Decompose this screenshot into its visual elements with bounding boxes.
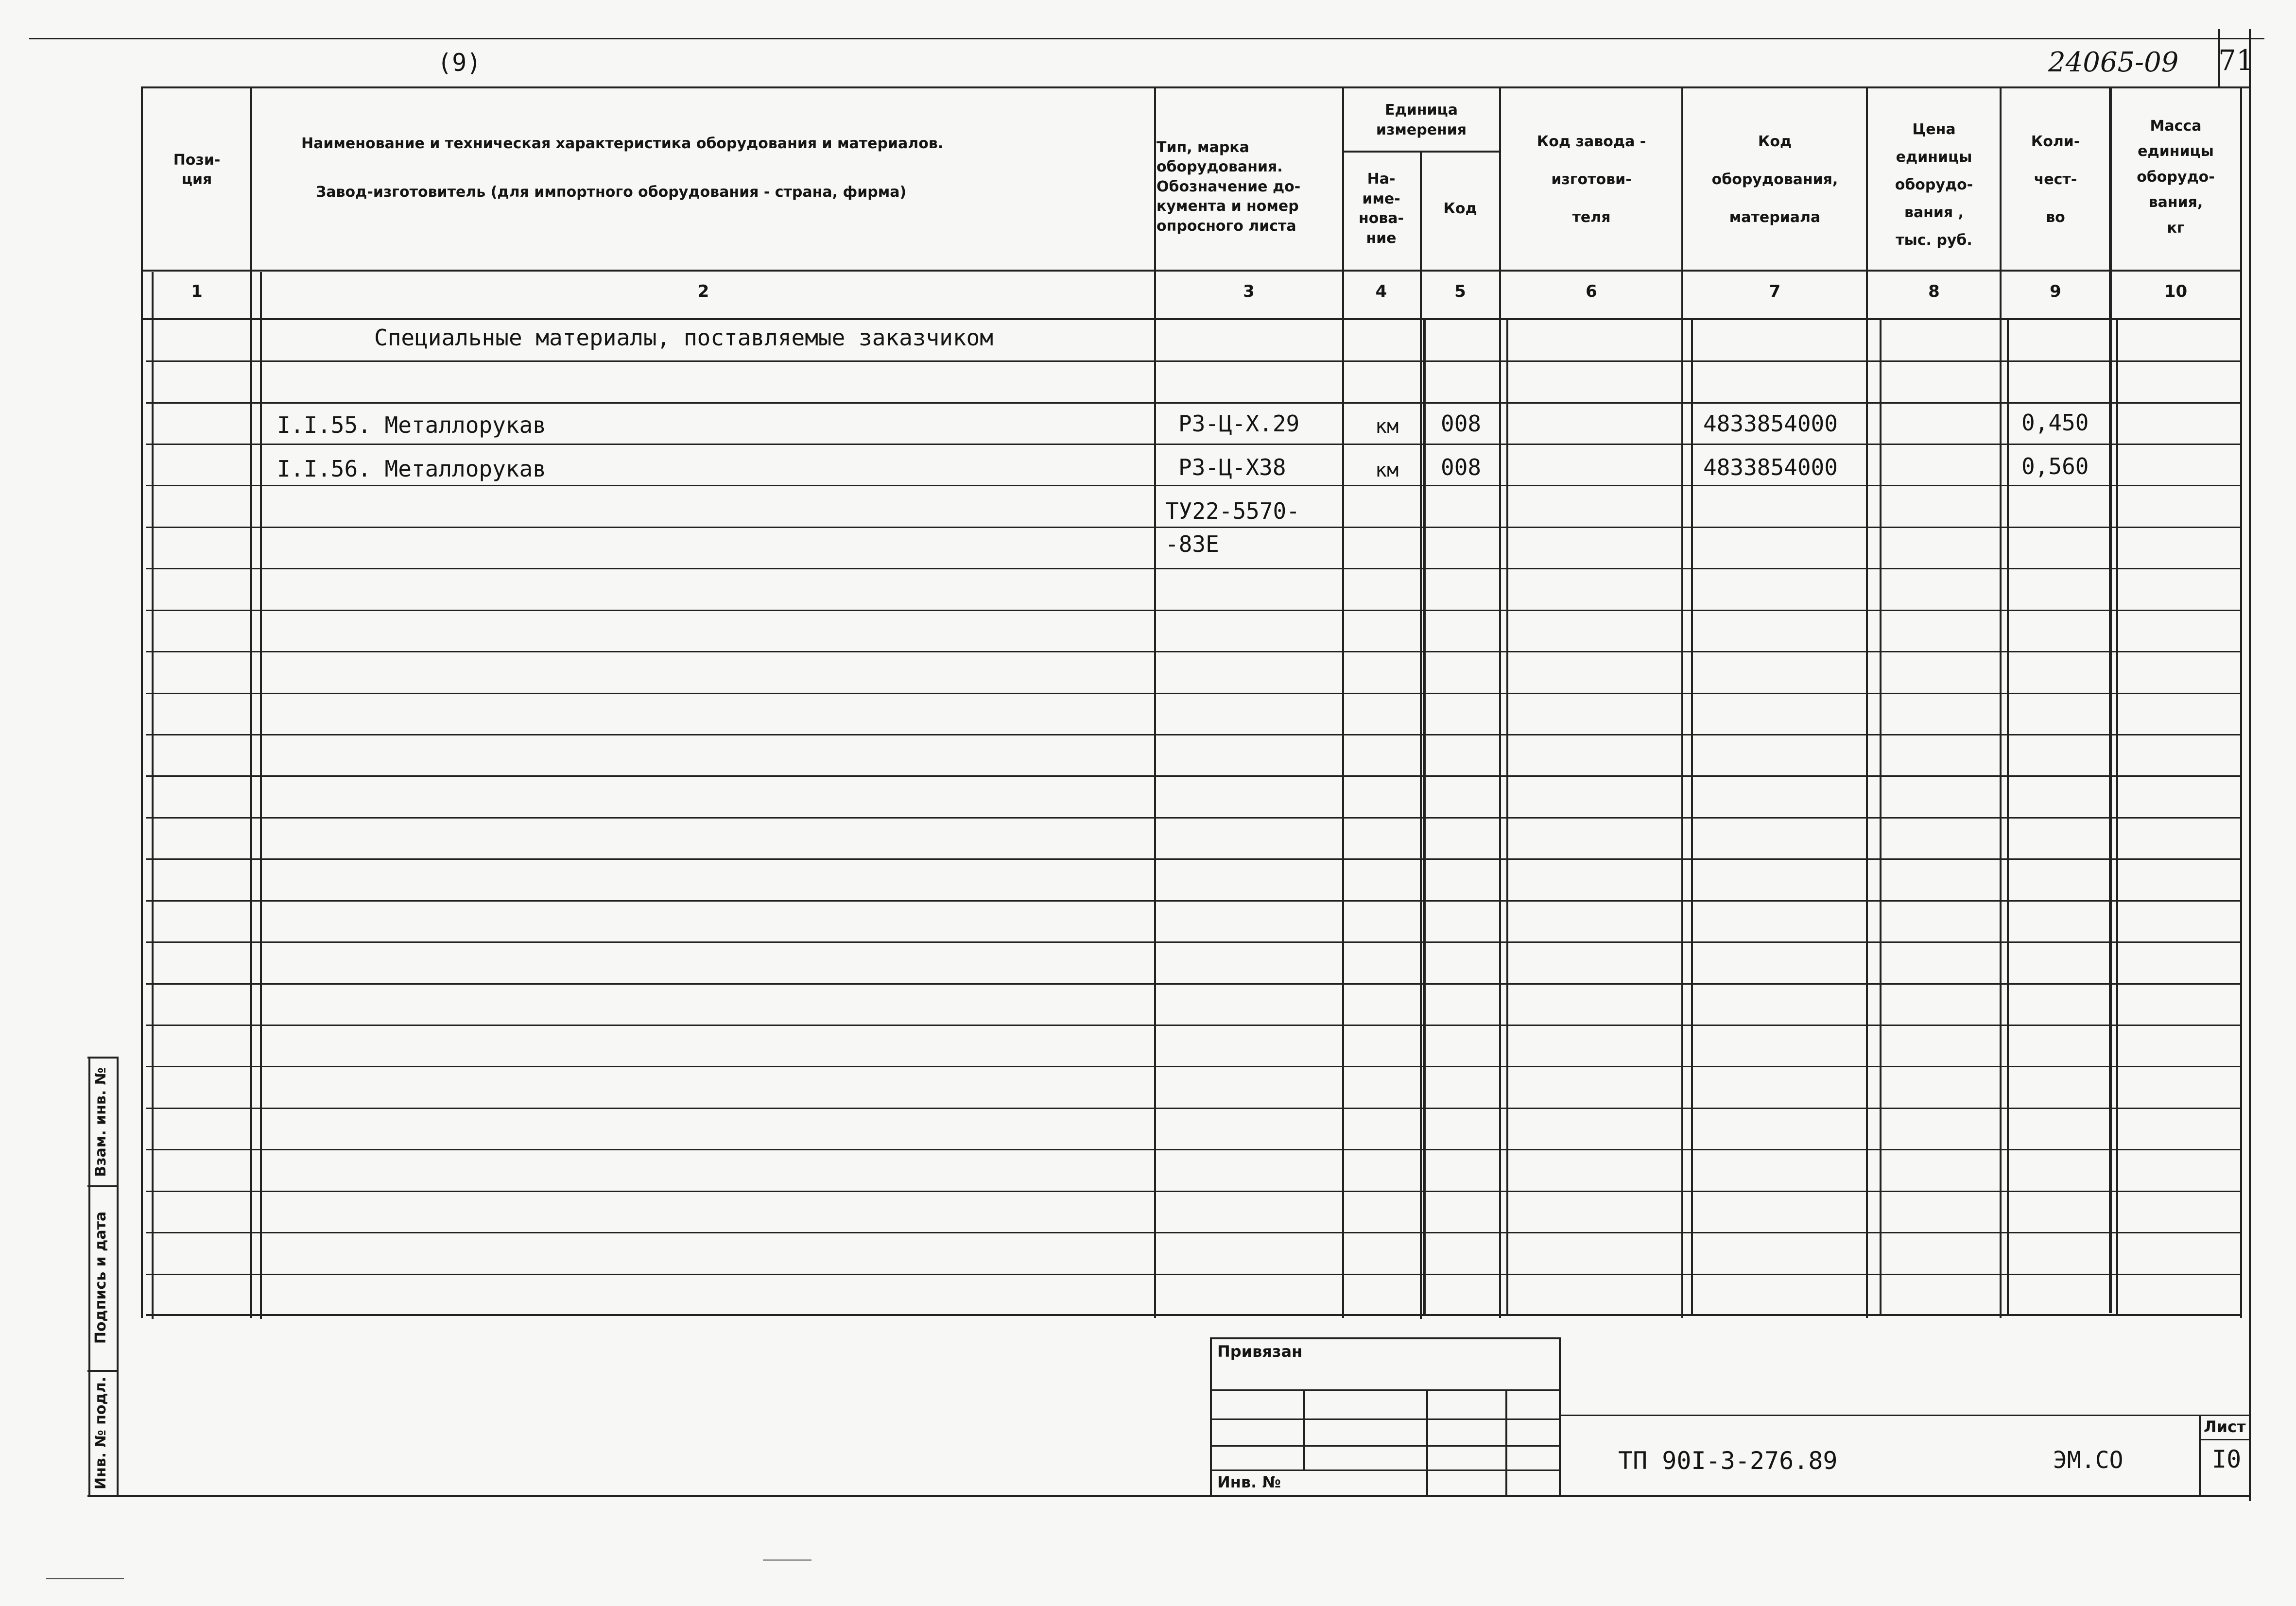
col-number: 6 bbox=[1586, 282, 1597, 301]
stamp-section-code: ЭМ.СО bbox=[2053, 1447, 2123, 1474]
col-number: 1 bbox=[191, 282, 203, 301]
header-type-mark: Тип, марка оборудования. Обозначение до- кумента и номер опросного листа bbox=[1157, 138, 1301, 235]
side-label-original-inv: Инв. № подл. bbox=[92, 1376, 109, 1490]
row-name: I.I.55. Металлорукав bbox=[277, 412, 546, 438]
stamp-inventory-label: Инв. № bbox=[1217, 1473, 1281, 1491]
header-price: Цена единицы оборудо- вания , тыс. руб. bbox=[1895, 120, 1973, 249]
document-code: 24065-09 bbox=[2048, 47, 2179, 78]
header-equipment-code: Код оборудования, материала bbox=[1711, 133, 1838, 226]
side-label-signature-date: Подпись и дата bbox=[92, 1211, 109, 1344]
sheet-top-number: (9) bbox=[437, 49, 482, 77]
row-unit: км bbox=[1375, 415, 1399, 438]
row-equipment-code: 4833854000 bbox=[1703, 454, 1838, 480]
row-equipment-code: 4833854000 bbox=[1703, 410, 1838, 437]
row-unit: км bbox=[1375, 459, 1399, 481]
stamp-sheet-label: Лист bbox=[2204, 1418, 2246, 1436]
header-unit: Единица измерения bbox=[1376, 102, 1467, 138]
section-title: Специальные материалы, поставляемые заказчиком bbox=[374, 325, 993, 351]
doc-reference-line2: -83Е bbox=[1165, 531, 1219, 557]
col-number: 5 bbox=[1454, 282, 1466, 301]
header-mass: Масса единицы оборудо- вания, кг bbox=[2137, 117, 2215, 237]
header-factory-code: Код завода - изготови- теля bbox=[1536, 133, 1646, 226]
col-number: 7 bbox=[1769, 282, 1781, 301]
col-number: 10 bbox=[2164, 282, 2188, 301]
col-number: 2 bbox=[697, 282, 709, 301]
header-name-line2: Завод-изготовитель (для импортного оборудования - страна, фирма) bbox=[316, 184, 907, 201]
row-type: РЗ-Ц-Х38 bbox=[1178, 454, 1286, 480]
row-code: 008 bbox=[1441, 454, 1482, 480]
header-unit-code: Код bbox=[1443, 200, 1477, 217]
row-code: 008 bbox=[1441, 410, 1482, 437]
doc-reference-line1: ТУ22-5570- bbox=[1165, 498, 1300, 524]
col-number: 4 bbox=[1375, 282, 1387, 301]
header-name-line1: Наименование и техническая характеристика оборудования и материалов. bbox=[301, 135, 944, 152]
stamp-linked-label: Привязан bbox=[1217, 1342, 1303, 1361]
col-number: 9 bbox=[2050, 282, 2061, 301]
side-label-replacement-inv: Взам. инв. № bbox=[92, 1067, 109, 1177]
stamp-sheet-number: I0 bbox=[2212, 1445, 2242, 1473]
row-name: I.I.56. Металлорукав bbox=[277, 456, 546, 482]
stamp-document-number: ТП 90I-3-276.89 bbox=[1618, 1447, 1838, 1475]
header-quantity: Коли- чест- во bbox=[2031, 133, 2080, 226]
row-quantity: 0,450 bbox=[2021, 410, 2089, 436]
header-position: Пози- ция bbox=[173, 151, 221, 188]
col-number: 3 bbox=[1243, 282, 1255, 301]
page-number: 71 bbox=[2218, 44, 2254, 77]
row-quantity: 0,560 bbox=[2021, 453, 2089, 479]
header-unit-name: На- име- нова- ние bbox=[1358, 171, 1404, 247]
col-number: 8 bbox=[1928, 282, 1940, 301]
row-type: РЗ-Ц-Х.29 bbox=[1178, 410, 1300, 437]
